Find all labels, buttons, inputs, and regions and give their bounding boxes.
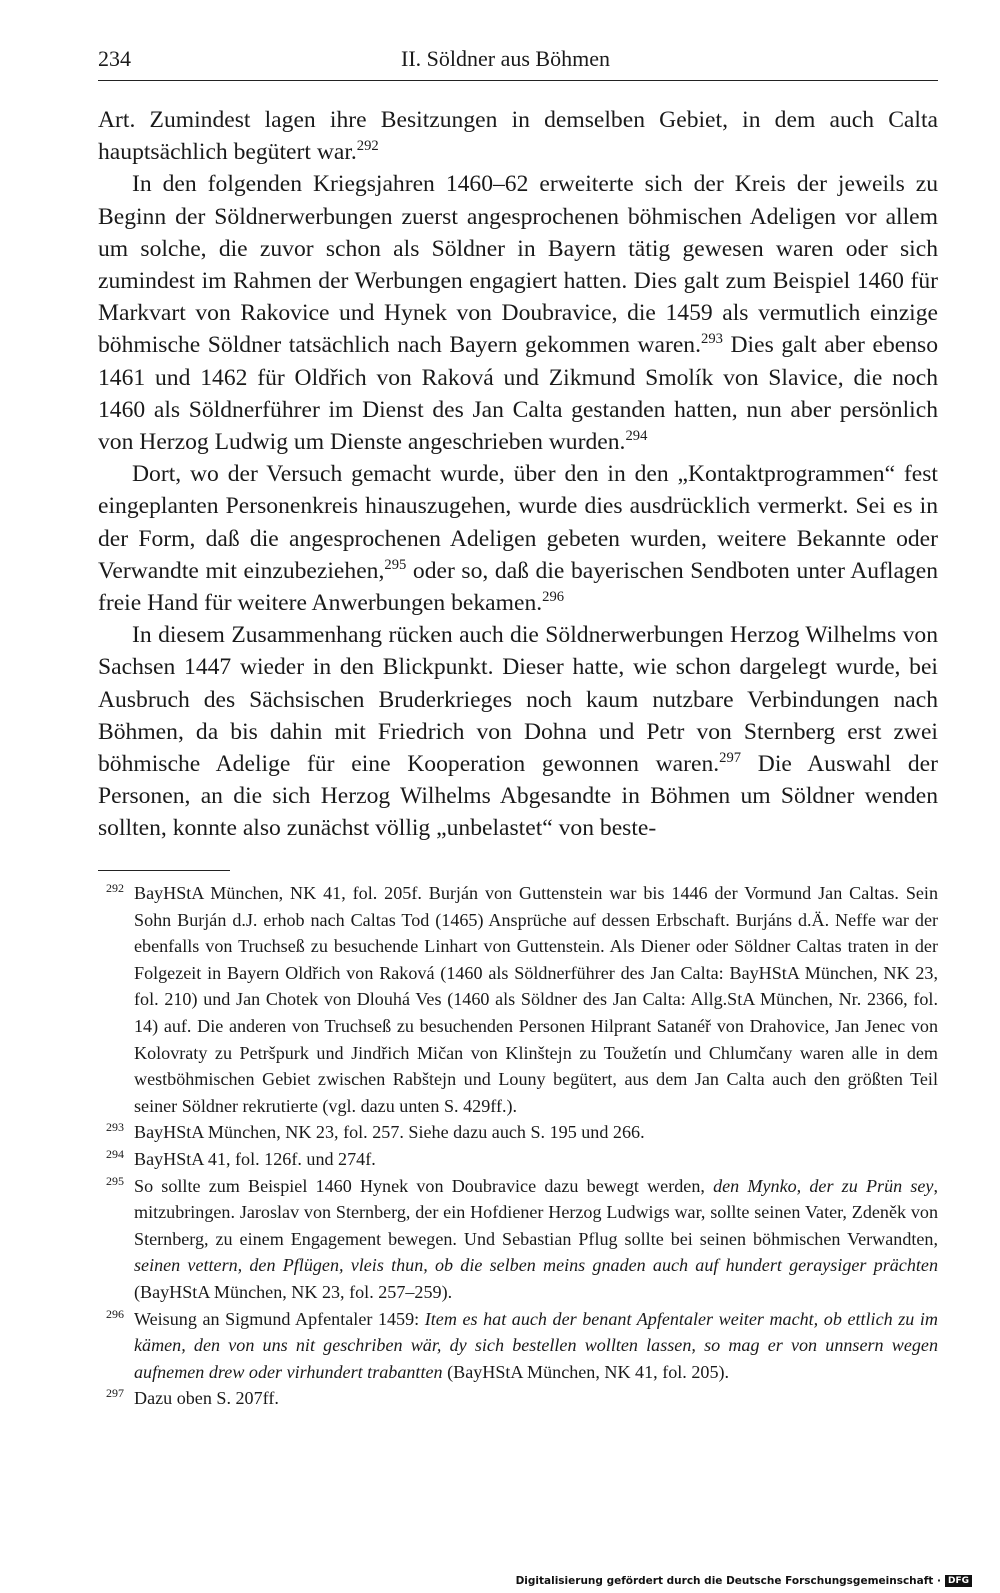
footnote-number: 293 [106, 1120, 124, 1135]
footnote-number: 296 [106, 1306, 124, 1321]
footnote-quote: den Mynko, der zu Prün sey [713, 1175, 934, 1196]
footnote-number: 297 [106, 1386, 124, 1401]
footnote-text: Weisung an Sigmund Apfentaler 1459: [134, 1308, 425, 1329]
footnote-text: BayHStA München, NK 41, fol. 205f. Burján von Guttenstein war bis 1446 der Vormund Jan Caltas. Sein Sohn Burján d.J. erhob nach Caltas Tod (1465) Ansprüche auf dessen Erbschaft. Burjáns d.Ä. Neffe war der ebenfalls von Truchseß zu besuchende Linhart von Guttenstein. Als Diener oder Söldner Caltas traten in der Folgezeit in Bayern Oldřich von Raková (1460 als Söldnerführer des Jan Calta: BayHStA München, NK 23, fol. 210) und Jan Chotek von Dlouhá Ves (1460 als Söldner des Jan Calta: Allg.StA München, Nr. 2366, fol. 14) auf. Die anderen von Truchseß zu besuchenden Personen Hilprant Satanéř von Drahovice, Jan Jenec von Kolovraty zu Petršpurk und Jindřich Mičan von Klinštejn zu Toužetín und Chlumčany waren alle in dem westböhmischen Gebiet zwischen Rabštejn und Louny begütert, aus dem Jan Calta auch den größten Teil seiner Söldner rekrutierte (vgl. dazu unten S. 429ff.). [134, 883, 938, 1116]
digitization-credit [516, 1575, 972, 1587]
footnote-ref: 295 [384, 556, 407, 573]
footnote-text: So sollte zum Beispiel 1460 Hynek von Doubravice dazu bewegt werden, [134, 1175, 714, 1196]
footnote-292 [98, 880, 938, 1119]
footnote-text: BayHStA 41, fol. 126f. und 274f. [134, 1148, 376, 1169]
main-text [98, 104, 938, 845]
footnote-ref: 296 [542, 589, 565, 606]
footnote-293 [98, 1119, 938, 1146]
footnote-divider [98, 870, 230, 871]
paragraph-text: Art. Zumindest lagen ihre Besitzungen in demselben Gebiet, in dem auch Calta hauptsächlich begütert war. [98, 107, 938, 166]
running-head: II. Söldner aus Böhmen [401, 46, 610, 71]
footnote-text: BayHStA München, NK 23, fol. 257. Siehe dazu auch S. 195 und 266. [134, 1122, 645, 1143]
footnote-295 [98, 1173, 938, 1306]
page-number: 234 [98, 46, 131, 71]
paragraph-text: In diesem Zusammenhang rücken auch die Söldnerwerbungen Herzog Wilhelms von Sachsen 1447 wieder in den Blickpunkt. Dieser hatte, wie schon dargelegt wurde, bei Ausbruch des Sächsischen Bruderkrieges noch kaum nutzbare Verbindungen nach Böhmen, da bis dahin mit Friedrich von Dohna und Petr von Sternberg erst zwei böhmische Adelige für eine Kooperation gewonnen waren. [98, 622, 938, 778]
footnote-296 [98, 1306, 938, 1386]
credit-text: Digitalisierung gefördert durch die Deutsche Forschungsgemeinschaft · [515, 1575, 941, 1587]
paragraph-4 [98, 619, 938, 844]
paragraph-3 [98, 458, 938, 619]
footnote-quote: Item es hat auch der benant Apfentaler weiter macht, ob ettlich zu im kämen, den von uns nit geschriben wär, dy sich bestellen wollten lassen, so mag er von unnsern wegen aufnemen drew oder virhundert trabantten [134, 1308, 938, 1382]
footnotes [98, 880, 938, 1412]
footnote-number: 295 [106, 1173, 124, 1188]
footnote-quote: seinen vettern, den Pflügen, vleis thun, ob die selben meins gnaden auch auf hundert geraysiger prächten [134, 1255, 938, 1276]
paragraph-2 [98, 168, 938, 458]
footnote-text: , mitzubringen. Jaroslav von Sternberg, der ein Hofdiener Herzog Ludwigs war, sollte seinen Vater, Zdeněk von Sternberg, zu einem Engagement bewegen. Und Sebastian Pflug sollte bei seinen böhmischen Verwandten, [134, 1175, 938, 1249]
page-header [98, 46, 938, 81]
paragraph-text: Die Auswahl der Personen, an die sich Herzog Wilhelms Abgesandte in Böhmen um Söldner wenden sollten, konnte also zunächst völlig „unbelastet“ von beste- [98, 751, 938, 842]
footnote-number: 292 [106, 881, 124, 895]
footnote-ref: 292 [356, 138, 379, 155]
paragraph-text: In den folgenden Kriegsjahren 1460–62 erweiterte sich der Kreis der jeweils zu Beginn der Söldnerwerbungen zuerst angesprochenen böhmischen Adeligen vor allem um solche, die zuvor schon als Söldner in Bayern tätig gewesen waren oder sich zumindest im Rahmen der Werbungen engagiert hatten. Dies galt zum Beispiel 1460 für Markvart von Rakovice und Hynek von Doubravice, die 1459 als vermutlich einzige böhmische Söldner tatsächlich nach Bayern gekommen waren. [98, 171, 938, 359]
footnote-ref: 297 [719, 750, 742, 767]
paragraph-1 [98, 104, 938, 168]
paragraph-text: Dort, wo der Versuch gemacht wurde, über den in den „Kontaktprogrammen“ fest eingeplanten Personenkreis hinauszugehen, wurde dies ausdrücklich vermerkt. Sei es in der Form, daß die angesprochenen Adeligen gebeten wurden, weitere Bekannte oder Verwandte mit einzubeziehen, [98, 461, 938, 584]
footnote-text: (BayHStA München, NK 23, fol. 257–259). [134, 1281, 453, 1302]
paragraph-text: Dies galt aber ebenso 1461 und 1462 für Oldřich von Raková und Zikmund Smolík von Slavice, die noch 1460 als Söldnerführer im Dienst des Jan Calta gestanden hatten, nun aber persönlich von Herzog Ludwig um Dienste angeschrieben wurden. [98, 332, 938, 456]
dfg-logo-icon: DFG [945, 1575, 972, 1587]
footnote-294 [98, 1146, 938, 1173]
paragraph-text: oder so, daß die bayerischen Sendboten unter Auflagen freie Hand für weitere Anwerbungen bekamen. [98, 557, 939, 617]
footnote-ref: 293 [701, 331, 723, 348]
footnote-ref: 294 [625, 428, 648, 445]
footnote-297 [98, 1385, 938, 1412]
footnote-number: 294 [106, 1146, 124, 1161]
footnote-text: (BayHStA München, NK 41, fol. 205). [442, 1361, 730, 1382]
footnote-text: Dazu oben S. 207ff. [134, 1388, 279, 1409]
